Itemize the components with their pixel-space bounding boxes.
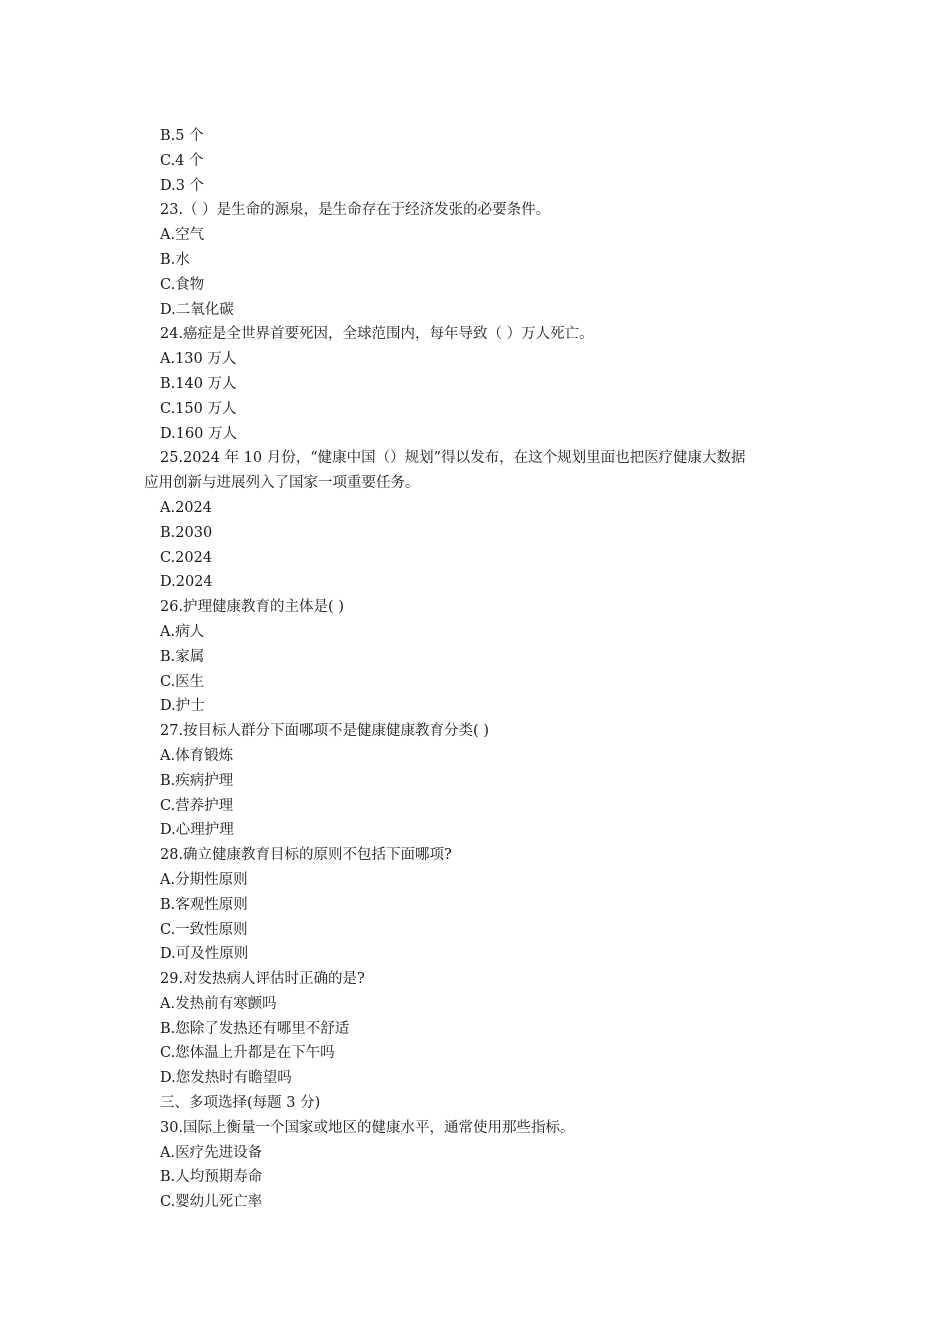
question-line: 29.对发热病人评估时正确的是?	[160, 971, 365, 988]
option-line: D.160 万人	[160, 425, 238, 442]
option-line: A.空气	[160, 227, 205, 244]
option-line: C.150 万人	[160, 400, 237, 417]
option-line: C.营养护理	[160, 797, 234, 814]
option-line: A.130 万人	[160, 351, 237, 368]
question-line-continued: 应用创新与进展列入了国家一项重要任务。	[144, 475, 420, 492]
option-line: D.可及性原则	[160, 946, 249, 963]
question-line: 23.（ ）是生命的源泉，是生命存在于经济发张的必要条件。	[160, 202, 551, 219]
option-line: D.您发热时有瞻望吗	[160, 1070, 292, 1087]
option-line: C.食物	[160, 276, 205, 293]
question-line: 30.国际上衡量一个国家或地区的健康水平，通常使用那些指标。	[160, 1119, 575, 1136]
option-line: B.客观性原则	[160, 896, 248, 913]
question-line: 26.护理健康教育的主体是( )	[160, 599, 344, 616]
option-line: A.分期性原则	[160, 871, 248, 888]
option-line: C.婴幼儿死亡率	[160, 1194, 263, 1211]
question-line: 24.癌症是全世界首要死因，全球范围内，每年导致（ ）万人死亡。	[160, 326, 594, 343]
option-line: B.家属	[160, 648, 205, 665]
option-line: A.体育锻炼	[160, 747, 234, 764]
option-line: C.医生	[160, 673, 205, 690]
option-line: B.2030	[160, 524, 213, 541]
option-line: C.2024	[160, 549, 213, 566]
option-line: D.2024	[160, 574, 213, 591]
document-body	[144, 124, 809, 1215]
option-line: D.二氧化碳	[160, 301, 234, 318]
option-line: C.4 个	[160, 152, 204, 169]
question-line: 25.2024 年 10 月份，“健康中国（）规划”得以发布，在这个规划里面也把医疗健康大数据	[160, 450, 746, 467]
question-line: 27.按目标人群分下面哪项不是健康健康教育分类( )	[160, 723, 489, 740]
option-line: D.心理护理	[160, 822, 234, 839]
option-line: B.水	[160, 251, 190, 268]
option-line: A.病人	[160, 623, 205, 640]
option-line: A.2024	[160, 499, 212, 516]
option-line: B.人均预期寿命	[160, 1169, 263, 1186]
option-line: D.护士	[160, 698, 205, 715]
option-line: B.5 个	[160, 128, 204, 144]
option-line: B.疾病护理	[160, 772, 234, 789]
option-line: B.140 万人	[160, 375, 237, 392]
option-line: B.您除了发热还有哪里不舒适	[160, 1020, 350, 1037]
option-line: D.3 个	[160, 177, 205, 194]
section-heading: 三、多项选择(每题 3 分)	[160, 1095, 321, 1112]
option-line: A.发热前有寒颤吗	[160, 995, 277, 1012]
option-line: A.医疗先进设备	[160, 1144, 263, 1161]
question-line: 28.确立健康教育目标的原则不包括下面哪项?	[160, 847, 452, 864]
option-line: C.一致性原则	[160, 921, 248, 938]
option-line: C.您体温上升都是在下午吗	[160, 1045, 335, 1062]
